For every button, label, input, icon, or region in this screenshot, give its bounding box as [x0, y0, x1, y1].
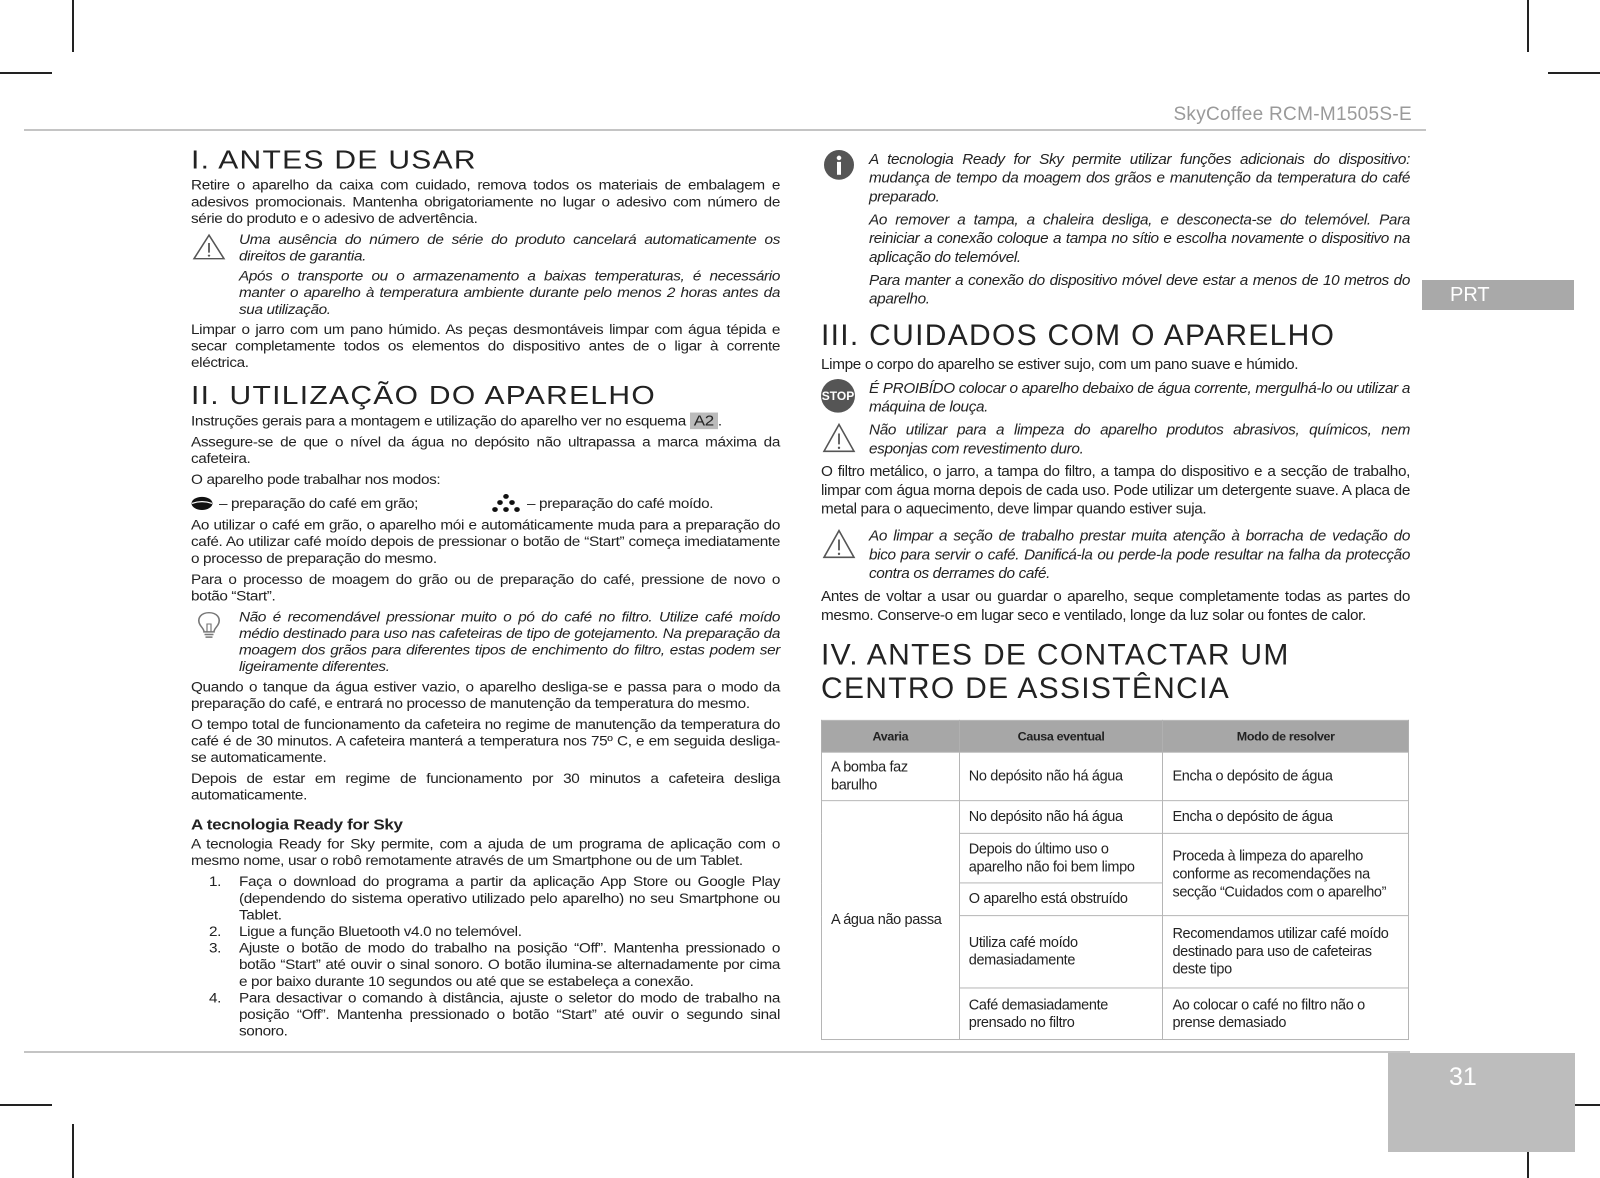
info-icon: [821, 150, 857, 186]
table-row: [822, 752, 1409, 801]
mode-beans: [191, 495, 491, 512]
paragraph: Retire o aparelho da caixa com cuidado, remova todos os materiais de embalagem e adesivos promocionais. Mantenha obrigatoriamente no lugar o adesivo com número de série do produto e o adesivo de advertência.: [191, 178, 780, 227]
table-cell: A bomba faz barulho: [822, 752, 960, 801]
header-rule: [24, 129, 1426, 131]
crop-mark: [1548, 72, 1600, 74]
coffee-bean-icon: [191, 496, 213, 510]
table-cell: Encha o depósito de água: [1163, 752, 1409, 801]
warning-icon: [821, 527, 857, 563]
troubleshooting-table: [821, 720, 1409, 1040]
paragraph: Quando o tanque da água estiver vazio, o aparelho desliga-se e passa para o modo da preparação do café, e entrará no processo de manutenção da temperatura do mesmo.: [191, 679, 780, 712]
paragraph: Antes de voltar a usar ou guardar o aparelho, seque completamente todas as partes do mesmo. Conserve-o em lugar seco e ventilado, longe da luz solar ou fontes de calor.: [821, 588, 1410, 624]
paragraph: Para o processo de moagem do grão ou de preparação do café, pressione de novo o botão “Start”.: [191, 572, 780, 604]
warning-note: [191, 232, 780, 319]
language-tab: PRT: [1422, 280, 1574, 310]
table-cell: O aparelho está obstruído: [959, 883, 1163, 916]
table-cell: A água não passa: [822, 801, 960, 1040]
subsection-title: A tecnologia Ready for Sky: [191, 816, 403, 833]
right-column: [821, 150, 1410, 1040]
period: .: [717, 414, 722, 430]
paragraph: O aparelho pode trabalhar nos modos:: [191, 472, 441, 488]
step-text: Para desactivar o comando à distância, ajuste o seletor do modo de trabalho na posição “Off”. Mantenha pressionado o botão “Start” até ouvir o segundo sinal sonoro.: [239, 991, 780, 1040]
warning-text: Após o transporte ou o armazenamento a baixas temperaturas, é necessário manter o aparelho à temperatura ambiente durante pelo menos 2 horas antes da sua utilização.: [239, 269, 780, 318]
paragraph: Depois de estar em regime de funcionamento por 30 minutos a cafeteira desliga automaticamente.: [191, 771, 780, 804]
paragraph: Ao utilizar o café em grão, o aparelho mói e automáticamente muda para a preparação do café. Ao utilizar café moído depois de pressionar o botão de “Start” começa imediatamente o processo de preparação do mesmo.: [191, 518, 780, 567]
crop-mark: [0, 1104, 52, 1106]
paragraph: [191, 413, 780, 430]
mode-ground: [491, 493, 713, 514]
paragraph: Limpe o corpo do aparelho se estiver sujo, com um pano suave e húmido.: [821, 356, 1299, 373]
list-item: [209, 924, 780, 941]
warning-icon: [821, 421, 857, 457]
crop-mark: [1527, 0, 1529, 52]
warning-icon: [191, 232, 227, 263]
warning-note: [821, 527, 1410, 583]
ground-coffee-icon: [491, 493, 521, 514]
crop-mark: [0, 72, 52, 74]
paragraph-text: Instruções gerais para a montagem e utilização do aparelho ver no esquema: [191, 414, 686, 430]
step-text: Faça o download do programa a partir da aplicação App Store ou Google Play (dependendo do sistema operativo utilizado pelo aparelho) no seu Smartphone ou Tablet.: [239, 874, 780, 923]
section-title-2: II. UTILIZAÇÃO DO APARELHO: [191, 381, 657, 410]
stop-note: [821, 379, 1410, 417]
stop-text: É PROIBÍDO colocar o aparelho debaixo de água corrente, mergulhá-lo ou utilizar a máquina de louça.: [869, 379, 1410, 416]
table-cell: No depósito não há água: [959, 752, 1163, 801]
list-item: [209, 940, 780, 990]
column-header: Avaria: [822, 720, 960, 752]
model-name: SkyCoffee RCM-M1505S-E: [1173, 104, 1412, 125]
step-text: Ajuste o botão de modo do trabalho na posição “Off”. Mantenha pressionado o botão “Start” até ouvir o sinal sonoro. O botão ilumina-se alternadamente por cima e por baixo durante 10 segundos ou até que se estabeleça a conexão.: [239, 941, 780, 990]
tip-text: Não é recomendável pressionar muito o pó do café no filtro. Utilize café moído médio destinado para uso nas cafeteiras de tipo de gotejamento. Na preparação da moagem dos grãos para diferentes tipos de enchimento do filtro, estas podem ser ligeiramente diferentes.: [239, 610, 780, 675]
info-text: Para manter a conexão do dispositivo móvel deve estar a menos de 10 metros do aparelho.: [869, 271, 1410, 308]
page-number: 31: [1388, 1053, 1575, 1152]
info-text: Ao remover a tampa, a chaleira desliga, e desconecta-se do telemóvel. Para reiniciar a conexão coloque a tampa no sítio e escolha novamente o dispositivo na aplicação do telemóvel.: [869, 211, 1410, 266]
section-title-4: IV. ANTES DE CONTACTAR UM CENTRO DE ASSISTÊNCIA: [821, 638, 1290, 706]
step-number: 3.: [209, 941, 222, 957]
step-number: 4.: [209, 991, 222, 1006]
left-column: [191, 139, 780, 1040]
stop-icon: STOP: [821, 379, 855, 413]
step-number: 1.: [209, 874, 222, 890]
table-cell: No depósito não há água: [959, 801, 1163, 834]
paragraph: O tempo total de funcionamento da cafeteira no regime de manutenção da temperatura do café é de 30 minutos. A cafeteira manterá a temperatura nos 75º C, e em seguida desliga-se automaticamente.: [191, 717, 780, 766]
list-item: [209, 990, 780, 1040]
step-number: 2.: [209, 924, 222, 940]
paragraph: A tecnologia Ready for Sky permite, com a ajuda de um programa de aplicação com o mesmo nome, usar o robô remotamente através de um Smartphone ou de um Tablet.: [191, 837, 780, 869]
step-text: Ligue a função Bluetooth v4.0 no telemóvel.: [239, 924, 522, 940]
modes-row: [191, 493, 780, 514]
table-cell: Recomendamos utilizar café moído destinado para uso de cafeteiras deste tipo: [1163, 916, 1409, 988]
warning-text: Não utilizar para a limpeza do aparelho produtos abrasivos, químicos, nem esponjas com revestimento duro.: [869, 421, 1410, 458]
info-note: [821, 150, 1410, 309]
warning-note: [821, 421, 1410, 459]
paragraph: O filtro metálico, o jarro, a tampa do filtro, a tampa do dispositivo e a secção de trabalho, limpar com água morna depois de cada uso. Pode utilizar um detergente suave. A placa de metal para o aquecimento, deve limpar quando estiver suja.: [821, 463, 1410, 518]
crop-mark: [72, 1124, 74, 1178]
column-header: Causa eventual: [959, 720, 1163, 752]
footer-rule: [24, 1051, 1410, 1053]
table-cell: Ao colocar o café no filtro não o prense demasiado: [1163, 988, 1409, 1040]
table-cell: Proceda à limpeza do aparelho conforme as recomendações na secção “Cuidados com o aparelho”: [1163, 833, 1409, 915]
crop-mark: [72, 0, 74, 52]
scheme-reference-badge: A2: [690, 413, 718, 430]
steps-list: [209, 874, 780, 1040]
column-header: Modo de resolver: [1163, 720, 1409, 752]
lightbulb-icon: [191, 609, 227, 640]
section-title-1: I. ANTES DE USAR: [191, 145, 477, 175]
table-cell: Utiliza café moído demasiadamente: [959, 916, 1163, 988]
warning-text: Ao limpar a seção de trabalho prestar muita atenção à borracha de vedação do bico para servir o café. Danificá-la ou perde-la pode resultar na falha da protecção contra os derrames do café.: [869, 527, 1410, 583]
paragraph: Limpar o jarro com um pano húmido. As peças desmontáveis limpar com água tépida e secar completamente todos os elementos do dispositivo antes de o ligar à corrente eléctrica.: [191, 322, 780, 371]
info-text: A tecnologia Ready for Sky permite utilizar funções adicionais do dispositivo: mudança de tempo da moagem dos grãos e manutenção da temperatura do café preparado.: [869, 150, 1410, 206]
table-cell: Encha o depósito de água: [1163, 801, 1409, 834]
table-cell: Café demasiadamente prensado no filtro: [959, 988, 1163, 1040]
mode-label: – preparação do café moído.: [527, 495, 714, 511]
table-cell: Depois do último uso o aparelho não foi bem limpo: [959, 833, 1163, 883]
tip-note: [191, 609, 780, 675]
section-title-3: III. CUIDADOS COM O APARELHO: [821, 319, 1336, 353]
table-header-row: [822, 720, 1409, 752]
mode-label: – preparação do café em grão;: [219, 495, 419, 511]
list-item: [209, 874, 780, 924]
paragraph: Assegure-se de que o nível da água no depósito não ultrapassa a marca máxima da cafeteira.: [191, 435, 780, 467]
table-row: [822, 801, 1409, 834]
warning-text: Uma ausência do número de série do produto cancelará automaticamente os direitos de garantia.: [239, 232, 780, 264]
